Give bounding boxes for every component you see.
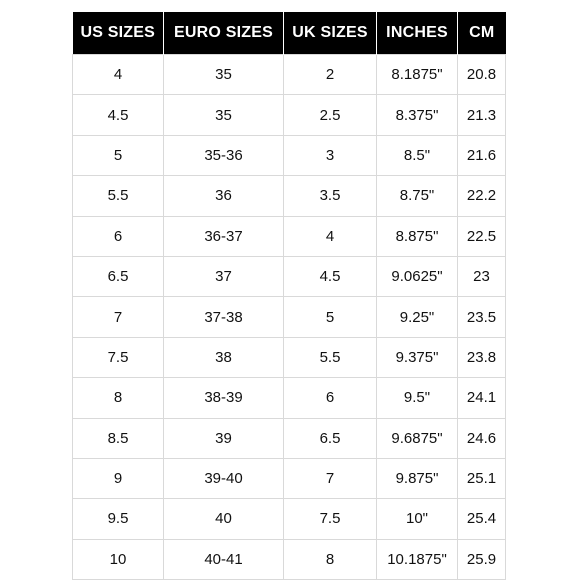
inches-cell: 10.1875" bbox=[377, 539, 458, 579]
euro-size-cell: 37-38 bbox=[164, 297, 284, 337]
uk-size-cell: 5.5 bbox=[284, 337, 377, 377]
euro-size-cell: 35-36 bbox=[164, 135, 284, 175]
table-row bbox=[73, 337, 506, 377]
cm-cell: 23.5 bbox=[458, 297, 506, 337]
cm-cell: 25.4 bbox=[458, 499, 506, 539]
uk-size-cell: 4 bbox=[284, 216, 377, 256]
euro-size-cell: 40-41 bbox=[164, 539, 284, 579]
table-row bbox=[73, 256, 506, 296]
table-row bbox=[73, 539, 506, 579]
cm-cell: 24.6 bbox=[458, 418, 506, 458]
inches-cell: 8.1875" bbox=[377, 55, 458, 95]
us-size-cell: 6 bbox=[73, 216, 164, 256]
header-uk-sizes: UK SIZES bbox=[284, 12, 377, 55]
us-size-cell: 10 bbox=[73, 539, 164, 579]
euro-size-cell: 35 bbox=[164, 55, 284, 95]
table-row bbox=[73, 297, 506, 337]
size-conversion-table bbox=[72, 12, 506, 580]
euro-size-cell: 35 bbox=[164, 95, 284, 135]
us-size-cell: 8 bbox=[73, 378, 164, 418]
cm-cell: 22.5 bbox=[458, 216, 506, 256]
inches-cell: 8.875" bbox=[377, 216, 458, 256]
uk-size-cell: 3 bbox=[284, 135, 377, 175]
us-size-cell: 6.5 bbox=[73, 256, 164, 296]
table-row bbox=[73, 378, 506, 418]
table-body bbox=[73, 55, 506, 580]
table-row bbox=[73, 458, 506, 498]
us-size-cell: 9 bbox=[73, 458, 164, 498]
table-row bbox=[73, 499, 506, 539]
table-row bbox=[73, 95, 506, 135]
us-size-cell: 7 bbox=[73, 297, 164, 337]
cm-cell: 21.6 bbox=[458, 135, 506, 175]
uk-size-cell: 3.5 bbox=[284, 176, 377, 216]
uk-size-cell: 8 bbox=[284, 539, 377, 579]
cm-cell: 25.1 bbox=[458, 458, 506, 498]
inches-cell: 9.5" bbox=[377, 378, 458, 418]
inches-cell: 8.5" bbox=[377, 135, 458, 175]
cm-cell: 20.8 bbox=[458, 55, 506, 95]
us-size-cell: 4.5 bbox=[73, 95, 164, 135]
inches-cell: 10" bbox=[377, 499, 458, 539]
cm-cell: 22.2 bbox=[458, 176, 506, 216]
us-size-cell: 8.5 bbox=[73, 418, 164, 458]
table-row bbox=[73, 418, 506, 458]
inches-cell: 9.375" bbox=[377, 337, 458, 377]
inches-cell: 9.6875" bbox=[377, 418, 458, 458]
uk-size-cell: 5 bbox=[284, 297, 377, 337]
euro-size-cell: 37 bbox=[164, 256, 284, 296]
header-inches: INCHES bbox=[377, 12, 458, 55]
euro-size-cell: 40 bbox=[164, 499, 284, 539]
uk-size-cell: 4.5 bbox=[284, 256, 377, 296]
us-size-cell: 5.5 bbox=[73, 176, 164, 216]
table-row bbox=[73, 55, 506, 95]
inches-cell: 8.375" bbox=[377, 95, 458, 135]
uk-size-cell: 2.5 bbox=[284, 95, 377, 135]
table-row bbox=[73, 176, 506, 216]
cm-cell: 23 bbox=[458, 256, 506, 296]
euro-size-cell: 36 bbox=[164, 176, 284, 216]
uk-size-cell: 6.5 bbox=[284, 418, 377, 458]
inches-cell: 9.875" bbox=[377, 458, 458, 498]
us-size-cell: 5 bbox=[73, 135, 164, 175]
euro-size-cell: 38-39 bbox=[164, 378, 284, 418]
table-row bbox=[73, 216, 506, 256]
us-size-cell: 7.5 bbox=[73, 337, 164, 377]
cm-cell: 21.3 bbox=[458, 95, 506, 135]
inches-cell: 8.75" bbox=[377, 176, 458, 216]
cm-cell: 25.9 bbox=[458, 539, 506, 579]
cm-cell: 23.8 bbox=[458, 337, 506, 377]
header-cm: CM bbox=[458, 12, 506, 55]
uk-size-cell: 7 bbox=[284, 458, 377, 498]
inches-cell: 9.25" bbox=[377, 297, 458, 337]
table-row bbox=[73, 135, 506, 175]
euro-size-cell: 38 bbox=[164, 337, 284, 377]
euro-size-cell: 36-37 bbox=[164, 216, 284, 256]
cm-cell: 24.1 bbox=[458, 378, 506, 418]
table-header bbox=[73, 12, 506, 55]
header-us-sizes: US SIZES bbox=[73, 12, 164, 55]
us-size-cell: 9.5 bbox=[73, 499, 164, 539]
uk-size-cell: 2 bbox=[284, 55, 377, 95]
euro-size-cell: 39-40 bbox=[164, 458, 284, 498]
inches-cell: 9.0625" bbox=[377, 256, 458, 296]
header-euro-sizes: EURO SIZES bbox=[164, 12, 284, 55]
uk-size-cell: 6 bbox=[284, 378, 377, 418]
euro-size-cell: 39 bbox=[164, 418, 284, 458]
header-row bbox=[73, 12, 506, 55]
us-size-cell: 4 bbox=[73, 55, 164, 95]
uk-size-cell: 7.5 bbox=[284, 499, 377, 539]
